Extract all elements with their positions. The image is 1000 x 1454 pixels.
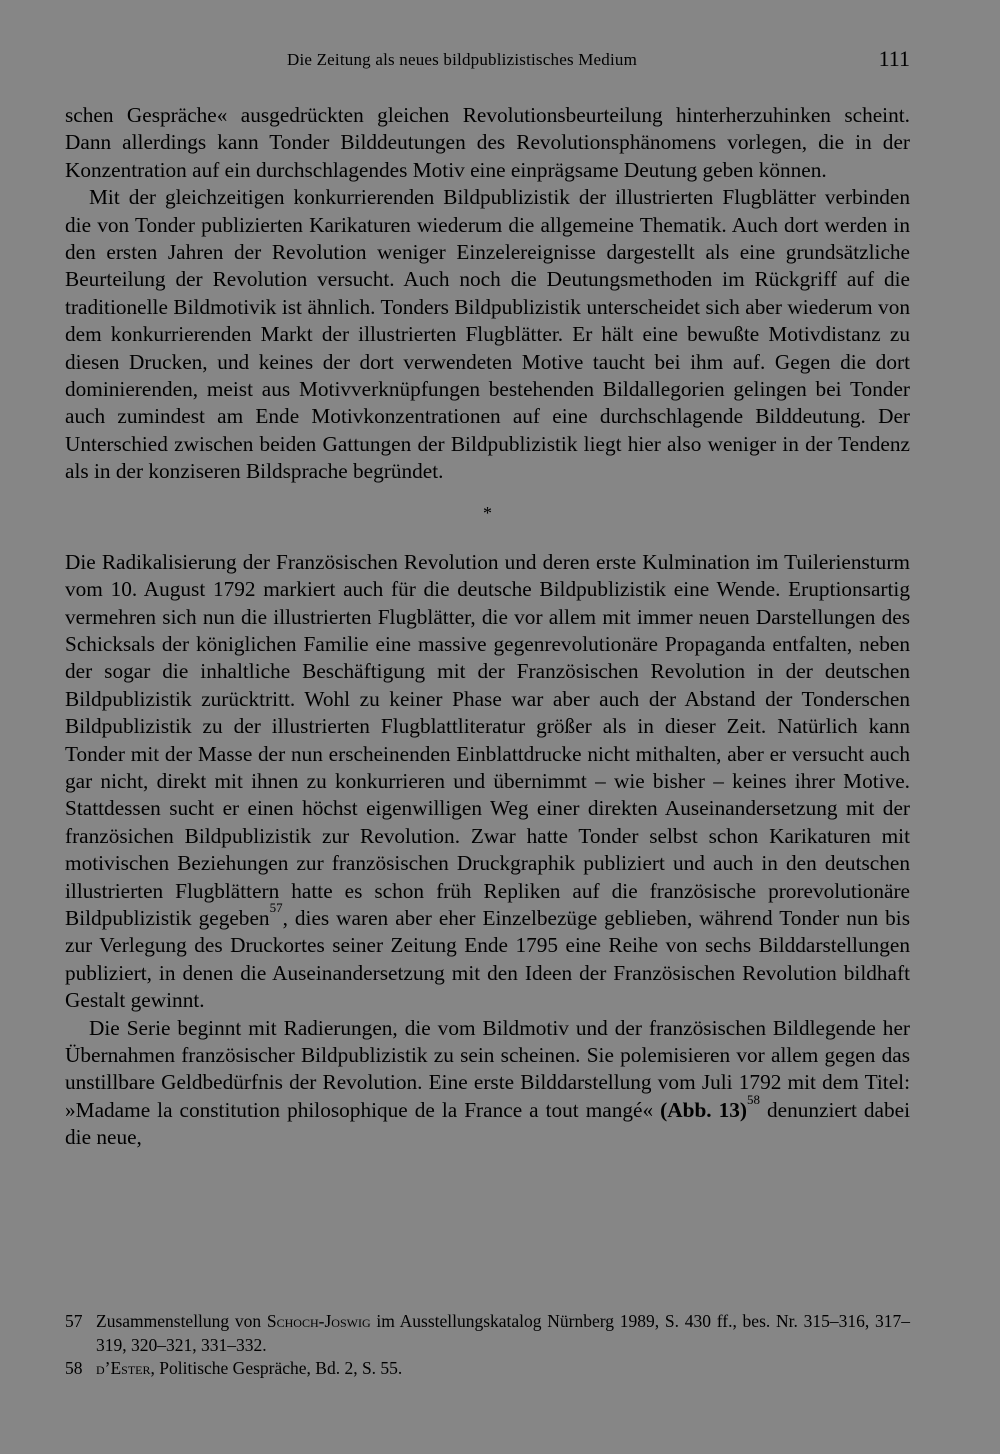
paragraph-3 (65, 549, 910, 1015)
paragraph-4-text-a: Die Serie beginnt mit Radierungen, die vom Bildmotiv und der französischen Bildlegende her Übernahmen französischer Bildpublizistik zu sein scheinen. Sie polemisieren vor allem gegen das unstillbare Geldbedürfnis der Revolution. Eine erste Bilddarstellung vom Juli 1792 mit dem Titel: »Madame la constitution philosophique de la France a tout mangé« (65, 1015, 910, 1122)
paragraph-2: Mit der gleichzeitigen konkurrierenden Bildpublizistik der illustrierten Flugblätter verbinden die von Tonder publizierten Karikaturen wiederum die allgemeine Thematik. Auch dort werden in den ersten Jahren der Revolution weniger Einzelereignisse dargestellt als eine grundsätzliche Beurteilung der Revolution versucht. Auch noch die Deutungsmethoden im Rückgriff auf die traditionelle Bildmotivik ist ähnlich. Tonders Bildpublizistik unterscheidet sich aber wiederum von dem konkurrierenden Markt der illustrierten Flugblätter. Er hält eine bewußte Motivdistanz zu diesen Drucken, und keines der dort verwendeten Motive taucht bei ihm auf. Gegen die dort dominierenden, meist aus Motivverknüpfungen bestehenden Bildallegorien gelingen bei Tonder auch zumindest am Ende Motivkonzentrationen auf eine durchschlagende Bilddeutung. Der Unterschied zwischen beiden Gattungen der Bildpublizistik liegt hier also weniger in der Tendenz als in der konziseren Bildsprache begründet. (65, 185, 910, 484)
footnote-text: Zusammenstellung von (96, 1311, 267, 1331)
paragraph-4-text-b: denunziert dabei die neue, (65, 1097, 910, 1150)
paragraph-4 (65, 1015, 910, 1152)
page-number: 111 (878, 46, 910, 71)
footnote-text: im Ausstellungskatalog Nürnberg 1989, S. 430 ff., bes. Nr. 315–316, 317–319, 320–321, 331–332. (96, 1311, 910, 1355)
footnote-58 (65, 1357, 910, 1381)
footnote-57 (65, 1310, 910, 1357)
paragraph-1: schen Gespräche« ausgedrückten gleichen Revolutionsbeurteilung hinterherzuhinken scheint. Dann allerdings kann Tonder Bilddeutungen des Revolutionsphänomens vorlegen, die in der Konzentration auf ein durchschlagendes Motiv eine einprägsame Deutung geben können. (65, 103, 910, 182)
body-text (65, 102, 910, 1152)
footnote-number: 57 (65, 1311, 83, 1331)
footnote-author: d’Ester (96, 1358, 151, 1378)
footnote-number: 58 (65, 1358, 83, 1378)
footnote-ref-58: 58 (747, 1091, 760, 1107)
section-separator: * (483, 502, 492, 523)
footnote-ref-57: 57 (269, 899, 283, 915)
page-header (65, 46, 910, 76)
figure-reference: (Abb. 13) (660, 1097, 747, 1122)
footnotes (65, 1310, 910, 1381)
paragraph-3-text-a: Die Radikalisierung der Französischen Revolution und deren erste Kulmination im Tuileriensturm vom 10. August 1792 markiert auch für die deutsche Bildpublizistik eine Wende. Eruptionsartig vermehren sich nun die illustrierten Flugblätter, die vor allem mit immer neuen Darstellungen des Schicksals der königlichen Familie eine massive gegenrevolutionäre Propaganda entfalten, neben der sogar die inhaltliche Beschäftigung mit der Französischen Revolution in der deutschen Bildpublizistik zurücktritt. Wohl zu keiner Phase war aber auch der Abstand der Tonderschen Bildpublizistik zu der illustrierten Flugblattliteratur größer als in dieser Zeit. Natürlich kann Tonder mit der Masse der nun erscheinenden Einblattdrucke nicht mithalten, aber er versucht auch gar nicht, direkt mit ihnen zu konkurrieren und übernimmt – wie bisher – keines ihrer Motive. Stattdessen sucht er einen höchst eigenwilligen Weg einer direkten Auseinandersetzung mit der französichen Bildpublizistik zur Revolution. Zwar hatte Tonder selbst schon Karikaturen mit motivischen Beziehungen zur französischen Druckgraphik publiziert und auch in den deutschen illustrierten Flugblättern hatte es schon früh Repliken auf die französische prorevolutionäre Bildpublizistik gegeben (65, 549, 910, 930)
footnote-text: , Politische Gespräche, Bd. 2, S. 55. (150, 1358, 403, 1378)
footnote-author: Schoch-Joswig (266, 1311, 371, 1331)
running-title: Die Zeitung als neues bildpublizistisches Medium (287, 50, 638, 69)
paragraph-3-text-b: , dies waren aber eher Einzelbezüge geblieben, während Tonder nun bis zur Verlegung des Druckortes seiner Zeitung Ende 1795 eine Reihe von sechs Bilddarstellungen publiziert, in denen die Auseinandersetzung mit den Ideen der Französischen Revolution bildhaft Gestalt gewinnt. (65, 905, 910, 1013)
